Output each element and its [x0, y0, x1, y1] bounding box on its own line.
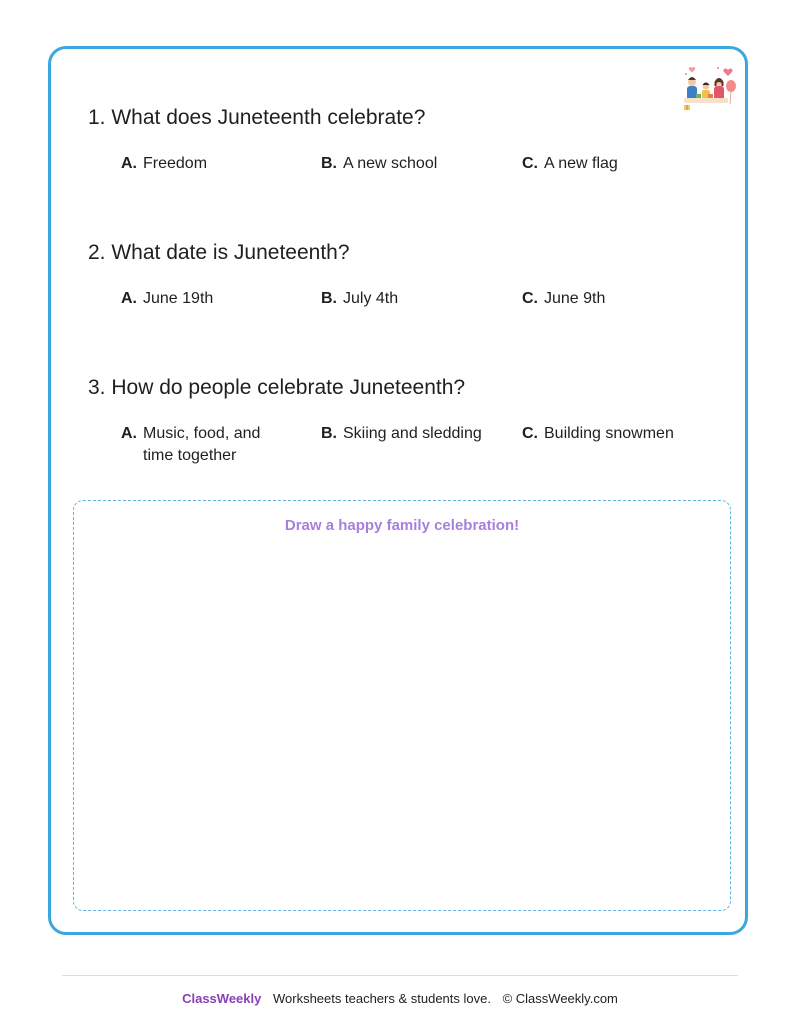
option-a[interactable] — [121, 153, 311, 175]
drawing-area[interactable] — [73, 500, 731, 911]
option-letter: B. — [321, 425, 337, 442]
option-c[interactable] — [522, 153, 712, 175]
question-text: 1. What does Juneteenth celebrate? — [88, 106, 426, 129]
option-a[interactable] — [121, 423, 281, 467]
option-c[interactable] — [522, 423, 712, 445]
answer-options — [88, 288, 728, 336]
option-text: July 4th — [343, 290, 399, 307]
option-text: Music, food, and time together — [143, 425, 261, 464]
question-text: 3. How do people celebrate Juneteenth? — [88, 376, 466, 399]
answer-options — [88, 153, 728, 201]
option-text: June 9th — [544, 290, 606, 307]
question-3 — [88, 375, 728, 471]
footer-copyright: © ClassWeekly.com — [502, 991, 618, 1006]
option-letter: C. — [522, 155, 538, 172]
option-text: Skiing and sledding — [343, 425, 482, 442]
option-text: June 19th — [143, 290, 214, 307]
option-a[interactable] — [121, 288, 311, 310]
option-letter: C. — [522, 425, 538, 442]
question-1 — [88, 105, 728, 201]
option-b[interactable] — [321, 153, 511, 175]
option-text: Building snowmen — [544, 425, 674, 442]
option-letter: B. — [321, 290, 337, 307]
option-text: Freedom — [143, 155, 208, 172]
option-letter: A. — [121, 290, 137, 307]
option-text: A new flag — [544, 155, 618, 172]
option-letter: A. — [121, 155, 137, 172]
option-letter: B. — [321, 155, 337, 172]
footer — [0, 991, 800, 1006]
option-c[interactable] — [522, 288, 712, 310]
footer-divider — [62, 975, 738, 976]
option-letter: A. — [121, 425, 137, 442]
question-text: 2. What date is Juneteenth? — [88, 241, 350, 264]
footer-brand: ClassWeekly — [182, 991, 262, 1006]
option-letter: C. — [522, 290, 538, 307]
drawing-prompt: Draw a happy family celebration! — [284, 517, 520, 534]
footer-tagline: Worksheets teachers & students love. — [272, 991, 491, 1006]
option-b[interactable] — [321, 288, 511, 310]
question-2 — [88, 240, 728, 336]
option-b[interactable] — [321, 423, 511, 445]
answer-options — [88, 423, 728, 471]
option-text: A new school — [343, 155, 438, 172]
